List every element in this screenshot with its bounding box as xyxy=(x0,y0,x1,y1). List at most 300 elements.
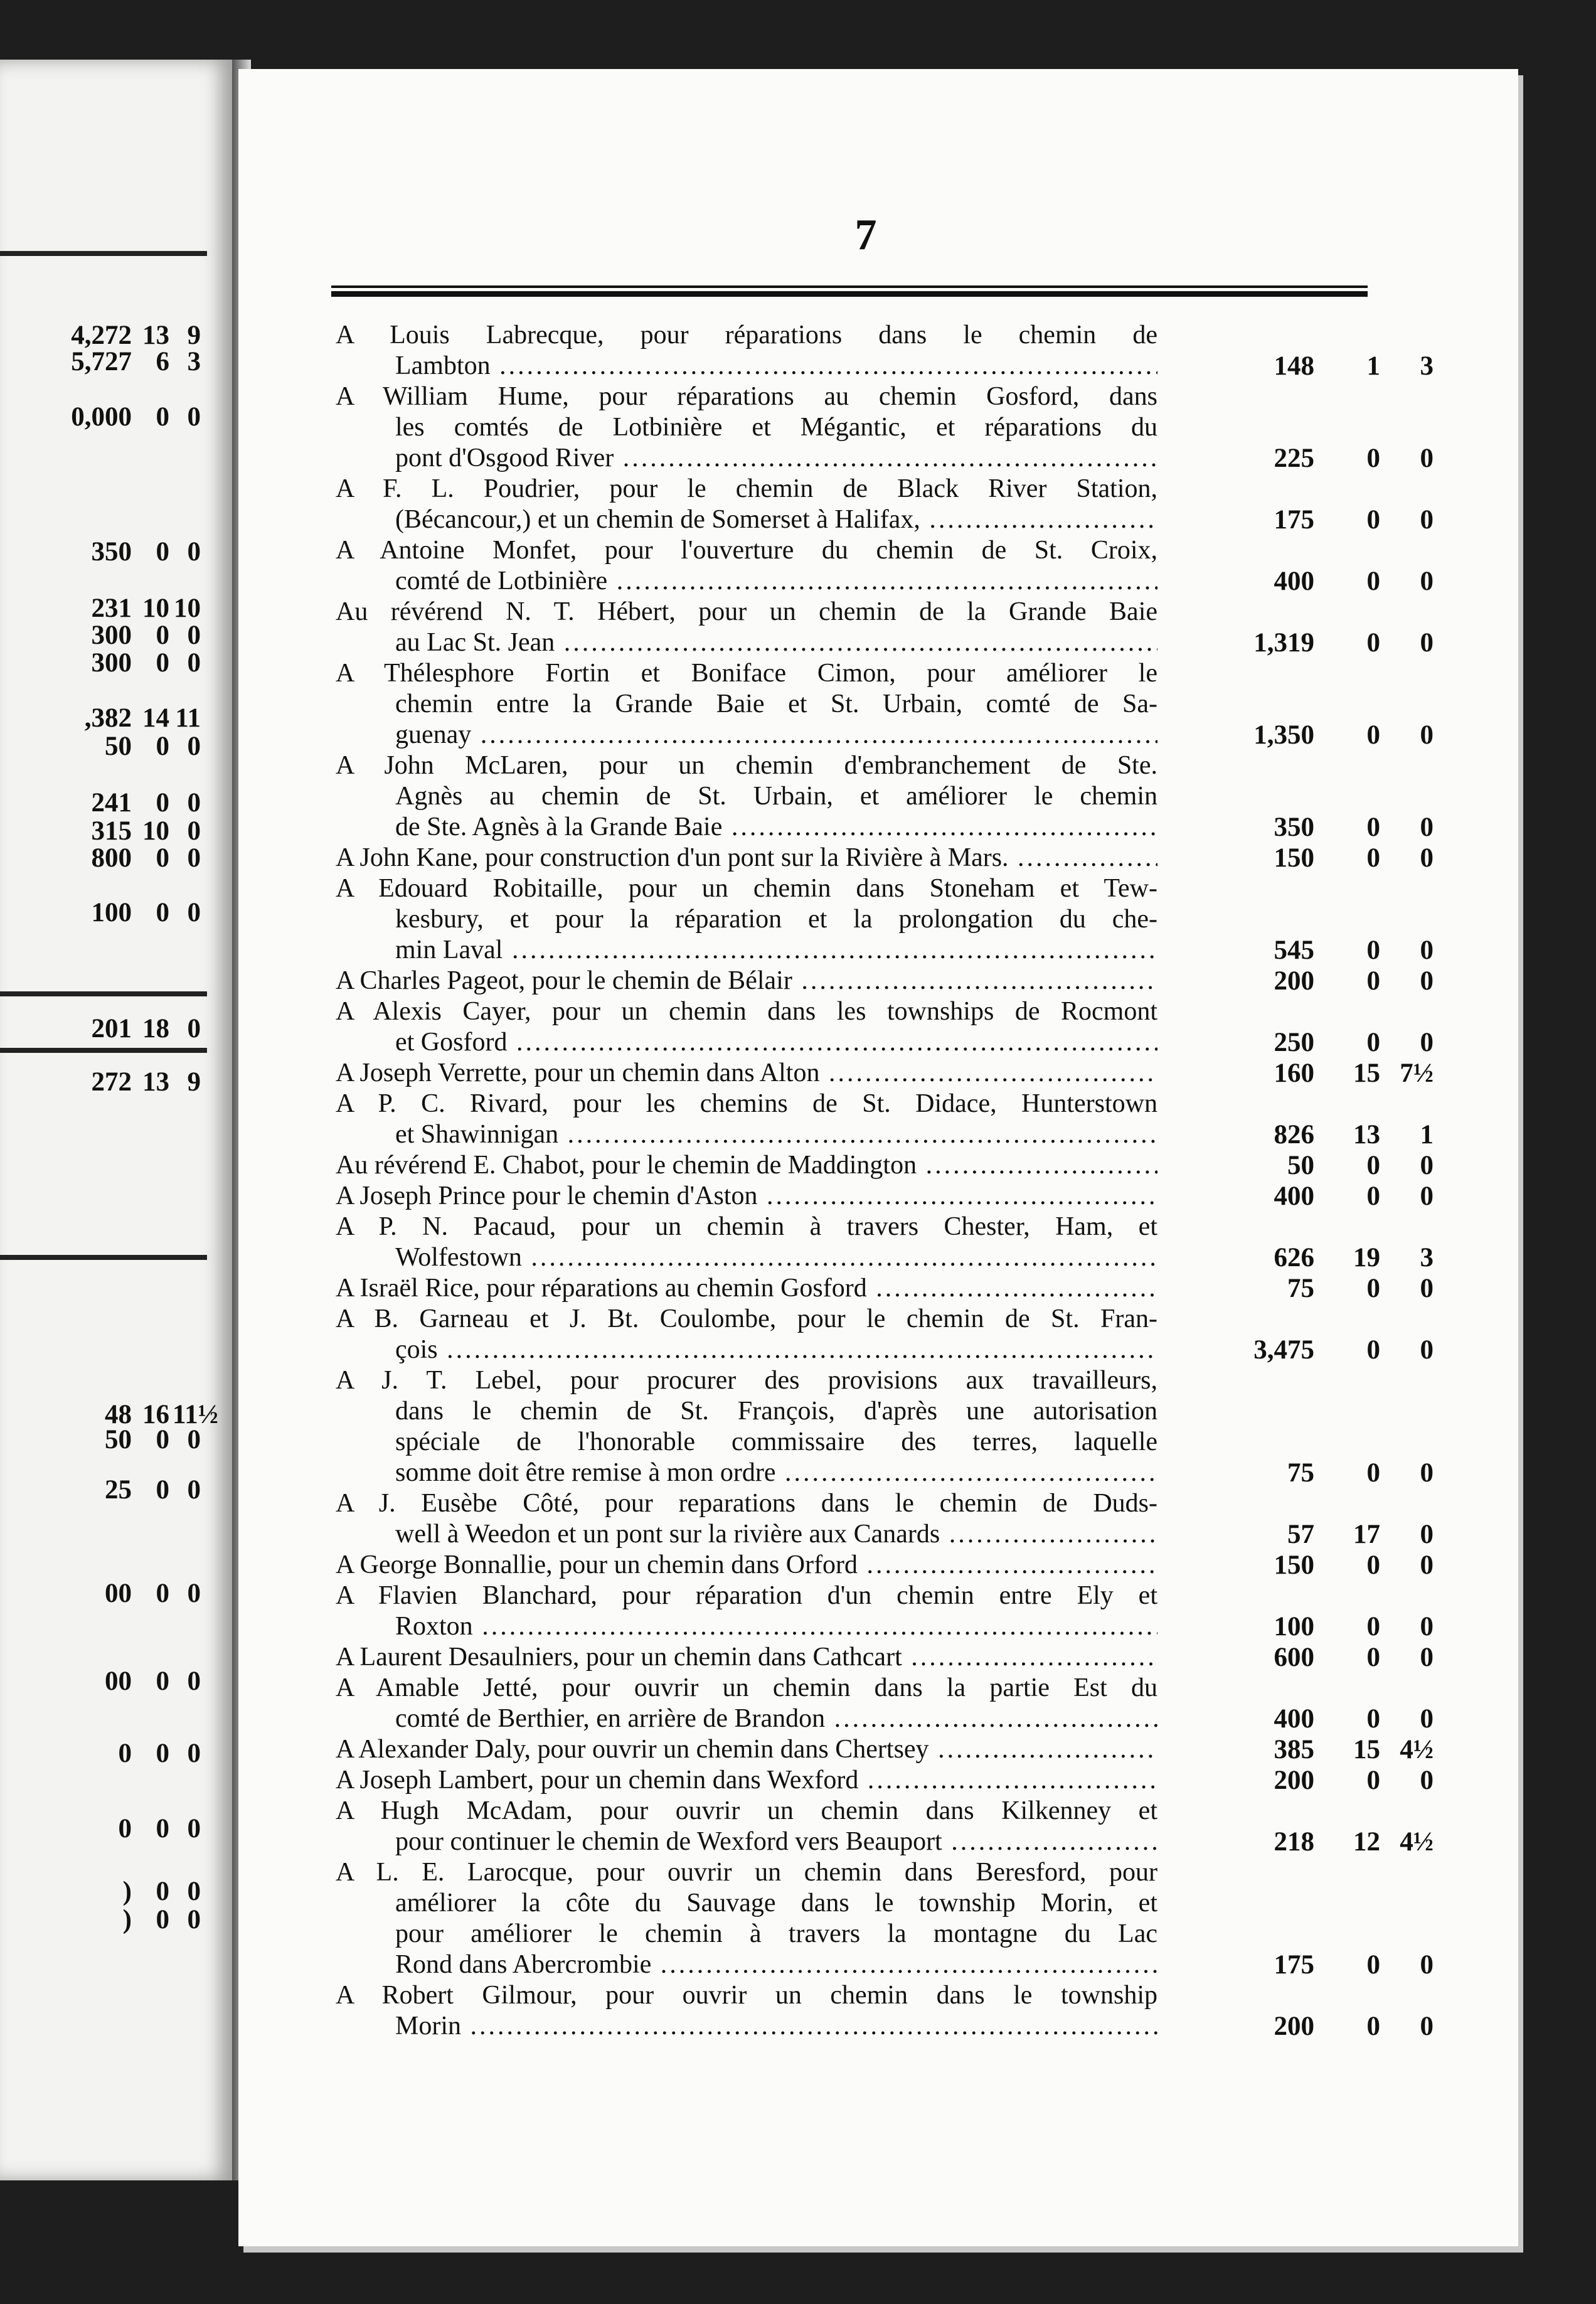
facing-page-amount-b: 0 xyxy=(156,1475,169,1505)
payment-entry xyxy=(336,1765,1446,1796)
facing-page-amount-c: 9 xyxy=(187,321,201,350)
amount-pounds: 400 xyxy=(1274,567,1314,596)
payment-entry xyxy=(336,1212,1446,1273)
entry-description xyxy=(336,1089,1157,1150)
payment-entry xyxy=(336,1181,1446,1212)
entry-description xyxy=(336,873,1157,966)
facing-page-amount-a: 5,727 xyxy=(71,347,132,376)
facing-page-amount-c: 9 xyxy=(187,1067,201,1097)
facing-page-amount-a: 25 xyxy=(105,1475,132,1505)
facing-page-amount-c: 0 xyxy=(187,732,201,761)
entry-amount xyxy=(1183,1273,1446,1304)
facing-page-amount-b: 14 xyxy=(142,703,169,733)
amount-pence: 0 xyxy=(1420,720,1434,750)
entry-line: Morin ..... xyxy=(336,2011,1157,2042)
payment-entry xyxy=(336,1857,1446,1980)
entry-amount xyxy=(1183,1765,1446,1796)
entry-description xyxy=(336,1857,1157,1980)
entry-description xyxy=(336,1765,1157,1796)
amount-shillings: 1 xyxy=(1366,351,1380,381)
amount-shillings: 0 xyxy=(1366,1028,1380,1057)
entry-line: A B. Garneau et J. Bt. Coulombe, pour le chemin de St. Fran- xyxy=(336,1304,1157,1333)
payment-entry xyxy=(336,381,1446,474)
amount-pence: 0 xyxy=(1420,505,1434,535)
amount-pence: 0 xyxy=(1420,1274,1434,1303)
payment-entry xyxy=(336,320,1446,381)
entry-description xyxy=(336,1980,1157,2042)
facing-page-amount-b: 0 xyxy=(156,537,169,567)
payment-entry xyxy=(336,873,1446,966)
entry-line: Au révérend E. Chabot, pour le chemin de Maddington ..... xyxy=(336,1150,1157,1181)
entry-line: et Shawinnigan ..... xyxy=(336,1119,1157,1150)
amount-pence: 0 xyxy=(1420,843,1434,873)
entry-line: A Edouard Robitaille, pour un chemin dans Stoneham et Tew- xyxy=(336,874,1157,903)
facing-page-amount-b: 0 xyxy=(156,788,169,818)
entry-line: A George Bonnallie, pour un chemin dans Orford ..... xyxy=(336,1550,1157,1581)
amount-pence: 7½ xyxy=(1400,1059,1434,1088)
facing-page-amount-c: 0 xyxy=(187,1814,201,1843)
entry-line: A Joseph Lambert, pour un chemin dans Wexford ..... xyxy=(336,1765,1157,1796)
entry-description xyxy=(336,966,1157,996)
amount-shillings: 19 xyxy=(1353,1243,1380,1272)
payment-entry xyxy=(336,1089,1446,1150)
entry-description xyxy=(336,320,1157,381)
payment-entry xyxy=(336,658,1446,750)
entry-amount xyxy=(1183,1611,1446,1642)
entry-line: A Robert Gilmour, pour ouvrir un chemin dans le township xyxy=(336,1981,1157,2010)
entry-description xyxy=(336,474,1157,535)
amount-pounds: 148 xyxy=(1274,351,1314,381)
entry-amount xyxy=(1183,1550,1446,1581)
amount-shillings: 0 xyxy=(1366,628,1380,658)
amount-pounds: 160 xyxy=(1274,1059,1314,1088)
facing-page-amount-b: 10 xyxy=(142,594,169,623)
facing-page-amount-b: 0 xyxy=(156,1667,169,1696)
amount-shillings: 13 xyxy=(1353,1120,1380,1149)
entry-amount xyxy=(1183,1734,1446,1765)
amount-pounds: 200 xyxy=(1274,2012,1314,2041)
payment-entry xyxy=(336,597,1446,658)
amount-pounds: 3,475 xyxy=(1253,1335,1314,1365)
payment-entry xyxy=(336,474,1446,535)
entry-amount xyxy=(1183,443,1446,474)
entry-description xyxy=(336,658,1157,750)
entry-line: A J. Eusèbe Côté, pour reparations dans le chemin de Duds- xyxy=(336,1489,1157,1518)
payment-entry xyxy=(336,1304,1446,1365)
facing-page-amount-b: 10 xyxy=(142,816,169,846)
amount-pounds: 385 xyxy=(1274,1735,1314,1764)
entry-line: Rond dans Abercrombie ..... xyxy=(336,1949,1157,1980)
facing-page-amount-b: 0 xyxy=(156,1905,169,1934)
facing-page-amount-c: 11½ xyxy=(173,1400,218,1429)
entry-line: les comtés de Lotbinière et Mégantic, et réparations du xyxy=(395,413,1157,442)
facing-page-amount-c: 0 xyxy=(187,843,201,873)
entry-line: A Laurent Desaulniers, pour un chemin dans Cathcart ..... xyxy=(336,1642,1157,1673)
entry-description xyxy=(336,1058,1157,1089)
facing-page-amount-a: 100 xyxy=(91,898,132,927)
amount-pence: 0 xyxy=(1420,1028,1434,1057)
entry-description xyxy=(336,1734,1157,1765)
entry-line: A Antoine Monfet, pour l'ouverture du chemin de St. Croix, xyxy=(336,536,1157,565)
amount-pounds: 200 xyxy=(1274,966,1314,996)
amount-pence: 0 xyxy=(1420,966,1434,996)
amount-pounds: 250 xyxy=(1274,1028,1314,1057)
facing-page-amount-a: ) xyxy=(122,1905,132,1934)
amount-pence: 0 xyxy=(1420,1151,1434,1180)
amount-shillings: 0 xyxy=(1366,813,1380,842)
facing-page-amount-b: 16 xyxy=(142,1400,169,1429)
entry-line: A Thélesphore Fortin et Boniface Cimon, pour améliorer le xyxy=(336,659,1157,688)
amount-shillings: 0 xyxy=(1366,1612,1380,1641)
facing-page-amount-a: 272 xyxy=(91,1067,132,1097)
facing-page-amount-b: 0 xyxy=(156,1425,169,1454)
facing-page-amount-a: ) xyxy=(122,1877,132,1906)
facing-page-amount-b: 0 xyxy=(156,1579,169,1608)
entry-line: chemin entre la Grande Baie et St. Urbain, comté de Sa- xyxy=(395,690,1157,718)
facing-page-amount-a: 315 xyxy=(91,816,132,846)
payment-entry xyxy=(336,1581,1446,1642)
entry-amount xyxy=(1183,627,1446,658)
document-page xyxy=(238,69,1518,2246)
amount-shillings: 0 xyxy=(1366,567,1380,596)
entry-line: comté de Berthier, en arrière de Brandon ..... xyxy=(336,1704,1157,1734)
payment-entry xyxy=(336,1796,1446,1857)
entry-line: guenay ..... xyxy=(336,720,1157,750)
facing-page-amount-c: 0 xyxy=(187,898,201,927)
entry-description xyxy=(336,381,1157,474)
entry-line: spéciale de l'honorable commissaire des terres, laquelle xyxy=(395,1427,1157,1456)
amount-shillings: 0 xyxy=(1366,720,1380,750)
facing-page-amount-b: 0 xyxy=(156,898,169,927)
payment-entry xyxy=(336,1488,1446,1550)
amount-shillings: 0 xyxy=(1366,505,1380,535)
facing-page-amount-b: 13 xyxy=(142,321,169,350)
payment-entry xyxy=(336,1642,1446,1673)
facing-page-amount-c: 0 xyxy=(187,1739,201,1768)
facing-page-amount-c: 0 xyxy=(187,1877,201,1906)
amount-shillings: 0 xyxy=(1366,1950,1380,1980)
amount-shillings: 0 xyxy=(1366,843,1380,873)
payment-entry xyxy=(336,1550,1446,1581)
entry-line: améliorer la côte du Sauvage dans le township Morin, et xyxy=(395,1889,1157,1917)
facing-page-amount-a: 4,272 xyxy=(71,321,132,350)
facing-page-amount-a: 00 xyxy=(105,1579,132,1608)
facing-page-rule xyxy=(0,251,207,256)
entry-description xyxy=(336,1212,1157,1273)
entry-amount xyxy=(1183,1519,1446,1550)
amount-pounds: 57 xyxy=(1287,1520,1314,1549)
amount-shillings: 0 xyxy=(1366,1704,1380,1734)
amount-pence: 3 xyxy=(1420,351,1434,381)
facing-page-amount-b: 0 xyxy=(156,402,169,432)
entry-line: A Hugh McAdam, pour ouvrir un chemin dans Kilkenney et xyxy=(336,1796,1157,1825)
facing-page-amount-c: 0 xyxy=(187,816,201,846)
facing-page-rule xyxy=(0,991,207,996)
amount-pounds: 400 xyxy=(1274,1181,1314,1211)
entry-amount xyxy=(1183,2011,1446,2042)
facing-page-amount-c: 0 xyxy=(187,1579,201,1608)
payment-entry xyxy=(336,843,1446,873)
facing-page-amount-a: ,382 xyxy=(84,703,132,733)
facing-page-amount-c: 0 xyxy=(187,1475,201,1505)
entry-line: well à Weedon et un pont sur la rivière aux Canards ..... xyxy=(336,1519,1157,1550)
amount-pence: 4½ xyxy=(1400,1827,1434,1857)
entry-amount xyxy=(1183,812,1446,843)
facing-page-amount-c: 0 xyxy=(187,402,201,432)
entry-line: dans le chemin de St. François, d'après une autorisation xyxy=(395,1397,1157,1426)
facing-page-amount-a: 300 xyxy=(91,621,132,650)
amount-shillings: 0 xyxy=(1366,444,1380,473)
entry-description xyxy=(336,535,1157,597)
entry-line: au Lac St. Jean ..... xyxy=(336,627,1157,658)
entry-line: A Alexander Daly, pour ouvrir un chemin dans Chertsey ..... xyxy=(336,1734,1157,1765)
amount-pence: 0 xyxy=(1420,936,1434,965)
payment-entry xyxy=(336,1365,1446,1488)
entry-line: çois ..... xyxy=(336,1335,1157,1365)
entry-amount xyxy=(1183,1949,1446,1980)
facing-page-amount-c: 0 xyxy=(187,1425,201,1454)
entry-description xyxy=(336,597,1157,658)
facing-page-amount-b: 0 xyxy=(156,1739,169,1768)
amount-pence: 0 xyxy=(1420,444,1434,473)
facing-page-amount-a: 241 xyxy=(91,788,132,818)
entry-line: pour améliorer le chemin à travers la montagne du Lac xyxy=(395,1919,1157,1948)
facing-page-amount-a: 800 xyxy=(91,843,132,873)
facing-page-amount-b: 0 xyxy=(156,1814,169,1843)
facing-page-amount-c: 0 xyxy=(187,537,201,567)
entry-line: A J. T. Lebel, pour procurer des provisions aux travailleurs, xyxy=(336,1366,1157,1395)
amount-pence: 0 xyxy=(1420,628,1434,658)
facing-page-amount-c: 3 xyxy=(187,347,201,376)
amount-shillings: 0 xyxy=(1366,1550,1380,1580)
amount-pence: 0 xyxy=(1420,567,1434,596)
amount-shillings: 0 xyxy=(1366,1335,1380,1365)
amount-pence: 0 xyxy=(1420,1766,1434,1795)
amount-pounds: 218 xyxy=(1274,1827,1314,1857)
facing-page-amount-b: 0 xyxy=(156,732,169,761)
amount-pounds: 200 xyxy=(1274,1766,1314,1795)
entry-amount xyxy=(1183,1058,1446,1089)
amount-shillings: 15 xyxy=(1353,1059,1380,1088)
amount-pounds: 175 xyxy=(1274,505,1314,535)
amount-pounds: 545 xyxy=(1274,936,1314,965)
amount-pounds: 626 xyxy=(1274,1243,1314,1272)
facing-page-amount-c: 0 xyxy=(187,621,201,650)
amount-pence: 0 xyxy=(1420,1181,1434,1211)
amount-pounds: 400 xyxy=(1274,1704,1314,1734)
facing-page-amount-a: 0,000 xyxy=(71,402,132,432)
entry-line: Au révérend N. T. Hébert, pour un chemin de la Grande Baie xyxy=(336,597,1157,626)
entry-amount xyxy=(1183,1704,1446,1734)
page-number: 7 xyxy=(854,211,877,259)
entry-line: Roxton ..... xyxy=(336,1611,1157,1642)
amount-pounds: 826 xyxy=(1274,1120,1314,1149)
facing-page-amount-a: 00 xyxy=(105,1667,132,1696)
entry-line: (Bécancour,) et un chemin de Somerset à Halifax, ..... xyxy=(336,504,1157,535)
facing-page-amount-c: 11 xyxy=(175,703,201,733)
payment-entry xyxy=(336,1058,1446,1089)
amount-shillings: 0 xyxy=(1366,1181,1380,1211)
amount-pounds: 50 xyxy=(1287,1151,1314,1180)
entry-line: A Amable Jetté, pour ouvrir un chemin dans la partie Est du xyxy=(336,1673,1157,1702)
payment-entry xyxy=(336,996,1446,1058)
entry-amount xyxy=(1183,351,1446,381)
amount-pence: 0 xyxy=(1420,2012,1434,2041)
entry-line: A Louis Labrecque, pour réparations dans le chemin de xyxy=(336,321,1157,349)
amount-pence: 0 xyxy=(1420,1335,1434,1365)
amount-pounds: 350 xyxy=(1274,813,1314,842)
entry-amount xyxy=(1183,935,1446,966)
amount-pounds: 1,350 xyxy=(1253,720,1314,750)
amount-shillings: 15 xyxy=(1353,1735,1380,1764)
facing-page-fragment xyxy=(0,60,232,2180)
entry-amount xyxy=(1183,1827,1446,1857)
amount-pence: 1 xyxy=(1420,1120,1434,1149)
entry-amount xyxy=(1183,1027,1446,1058)
payment-entry xyxy=(336,966,1446,996)
entry-line: A P. N. Pacaud, pour un chemin à travers Chester, Ham, et xyxy=(336,1212,1157,1241)
amount-pounds: 100 xyxy=(1274,1612,1314,1641)
entry-amount xyxy=(1183,504,1446,535)
entry-description xyxy=(336,1796,1157,1857)
entry-amount xyxy=(1183,966,1446,996)
entry-amount xyxy=(1183,566,1446,597)
facing-page-amount-b: 0 xyxy=(156,843,169,873)
facing-page-amount-b: 13 xyxy=(142,1067,169,1097)
entry-description xyxy=(336,843,1157,873)
entry-line: A John Kane, pour construction d'un pont sur la Rivière à Mars. ..... xyxy=(336,843,1157,873)
amount-pounds: 75 xyxy=(1287,1458,1314,1488)
amount-pence: 0 xyxy=(1420,1950,1434,1980)
entry-line: et Gosford ..... xyxy=(336,1027,1157,1058)
entry-description xyxy=(336,1673,1157,1734)
amount-pounds: 600 xyxy=(1274,1643,1314,1672)
entry-line: A P. C. Rivard, pour les chemins de St. Didace, Hunterstown xyxy=(336,1089,1157,1118)
facing-page-amount-a: 350 xyxy=(91,537,132,567)
amount-shillings: 0 xyxy=(1366,1151,1380,1180)
entry-line: A Joseph Prince pour le chemin d'Aston ..... xyxy=(336,1181,1157,1212)
amount-pence: 0 xyxy=(1420,1550,1434,1580)
facing-page-amount-b: 0 xyxy=(156,1877,169,1906)
facing-page-amount-c: 0 xyxy=(187,1667,201,1696)
facing-page-amount-a: 300 xyxy=(91,648,132,678)
amount-shillings: 0 xyxy=(1366,2012,1380,2041)
entry-line: pour continuer le chemin de Wexford vers Beauport ..... xyxy=(336,1827,1157,1857)
entry-description xyxy=(336,1150,1157,1181)
payment-entry xyxy=(336,535,1446,597)
entry-description xyxy=(336,1550,1157,1581)
payment-entry xyxy=(336,1150,1446,1181)
amount-pounds: 150 xyxy=(1274,1550,1314,1580)
amount-shillings: 0 xyxy=(1366,966,1380,996)
payment-entry xyxy=(336,1673,1446,1734)
entry-line: comté de Lotbinière ..... xyxy=(336,566,1157,597)
amount-pence: 0 xyxy=(1420,1612,1434,1641)
entry-amount xyxy=(1183,1458,1446,1488)
facing-page-amount-a: 201 xyxy=(91,1014,132,1043)
payment-entries xyxy=(336,320,1446,2042)
amount-pounds: 75 xyxy=(1287,1274,1314,1303)
entry-description xyxy=(336,1581,1157,1642)
amount-pence: 0 xyxy=(1420,1458,1434,1488)
facing-page-rule xyxy=(0,1255,207,1260)
entry-description xyxy=(336,1488,1157,1550)
entry-amount xyxy=(1183,1150,1446,1181)
facing-page-amount-b: 18 xyxy=(142,1014,169,1043)
entry-amount xyxy=(1183,1642,1446,1673)
amount-pence: 0 xyxy=(1420,1643,1434,1672)
entry-line: pont d'Osgood River ..... xyxy=(336,443,1157,474)
facing-page-rule xyxy=(0,1048,207,1053)
entry-line: A Flavien Blanchard, pour réparation d'un chemin entre Ely et xyxy=(336,1581,1157,1610)
facing-page-amount-b: 0 xyxy=(156,621,169,650)
amount-pence: 3 xyxy=(1420,1243,1434,1272)
entry-description xyxy=(336,1365,1157,1488)
entry-description xyxy=(336,1273,1157,1304)
entry-amount xyxy=(1183,1335,1446,1365)
amount-pounds: 150 xyxy=(1274,843,1314,873)
entry-amount xyxy=(1183,1181,1446,1212)
entry-line: A John McLaren, pour un chemin d'embranchement de Ste. xyxy=(336,751,1157,780)
entry-line: de Ste. Agnès à la Grande Baie ..... xyxy=(336,812,1157,843)
amount-pounds: 175 xyxy=(1274,1950,1314,1980)
entry-line: A L. E. Larocque, pour ouvrir un chemin dans Beresford, pour xyxy=(336,1858,1157,1887)
facing-page-amount-a: 50 xyxy=(105,732,132,761)
entry-amount xyxy=(1183,843,1446,873)
entry-description xyxy=(336,996,1157,1058)
entry-amount xyxy=(1183,1119,1446,1150)
facing-page-amount-c: 0 xyxy=(187,1014,201,1043)
amount-shillings: 0 xyxy=(1366,936,1380,965)
facing-page-amount-a: 0 xyxy=(118,1814,132,1843)
facing-page-amount-c: 10 xyxy=(174,594,201,623)
header-rule xyxy=(331,285,1368,297)
facing-page-amount-c: 0 xyxy=(187,648,201,678)
entry-description xyxy=(336,1304,1157,1365)
entry-line: Lambton ..... xyxy=(336,351,1157,381)
facing-page-amount-c: 0 xyxy=(187,1905,201,1934)
facing-page-amount-b: 0 xyxy=(156,648,169,678)
facing-page-amount-a: 48 xyxy=(105,1400,132,1429)
amount-pence: 0 xyxy=(1420,1704,1434,1734)
amount-pence: 0 xyxy=(1420,813,1434,842)
facing-page-amount-c: 0 xyxy=(187,788,201,818)
entry-description xyxy=(336,750,1157,843)
facing-page-amount-a: 0 xyxy=(118,1739,132,1768)
entry-line: min Laval ..... xyxy=(336,935,1157,966)
entry-line: somme doit être remise à mon ordre ..... xyxy=(336,1458,1157,1488)
amount-shillings: 17 xyxy=(1353,1520,1380,1549)
entry-amount xyxy=(1183,1242,1446,1273)
payment-entry xyxy=(336,1273,1446,1304)
payment-entry xyxy=(336,1734,1446,1765)
facing-page-amount-a: 231 xyxy=(91,594,132,623)
facing-page-amount-b: 6 xyxy=(156,347,169,376)
entry-line: A Joseph Verrette, pour un chemin dans Alton ..... xyxy=(336,1058,1157,1089)
payment-entry xyxy=(336,750,1446,843)
facing-page-amount-a: 50 xyxy=(105,1425,132,1454)
amount-shillings: 0 xyxy=(1366,1766,1380,1795)
payment-entry xyxy=(336,1980,1446,2042)
entry-description xyxy=(336,1642,1157,1673)
amount-shillings: 12 xyxy=(1353,1827,1380,1857)
entry-line: Agnès au chemin de St. Urbain, et améliorer le chemin xyxy=(395,782,1157,811)
entry-line: Wolfestown ..... xyxy=(336,1242,1157,1273)
entry-line: A Alexis Cayer, pour un chemin dans les townships de Rocmont xyxy=(336,997,1157,1026)
amount-pence: 0 xyxy=(1420,1520,1434,1549)
amount-shillings: 0 xyxy=(1366,1458,1380,1488)
entry-amount xyxy=(1183,720,1446,750)
